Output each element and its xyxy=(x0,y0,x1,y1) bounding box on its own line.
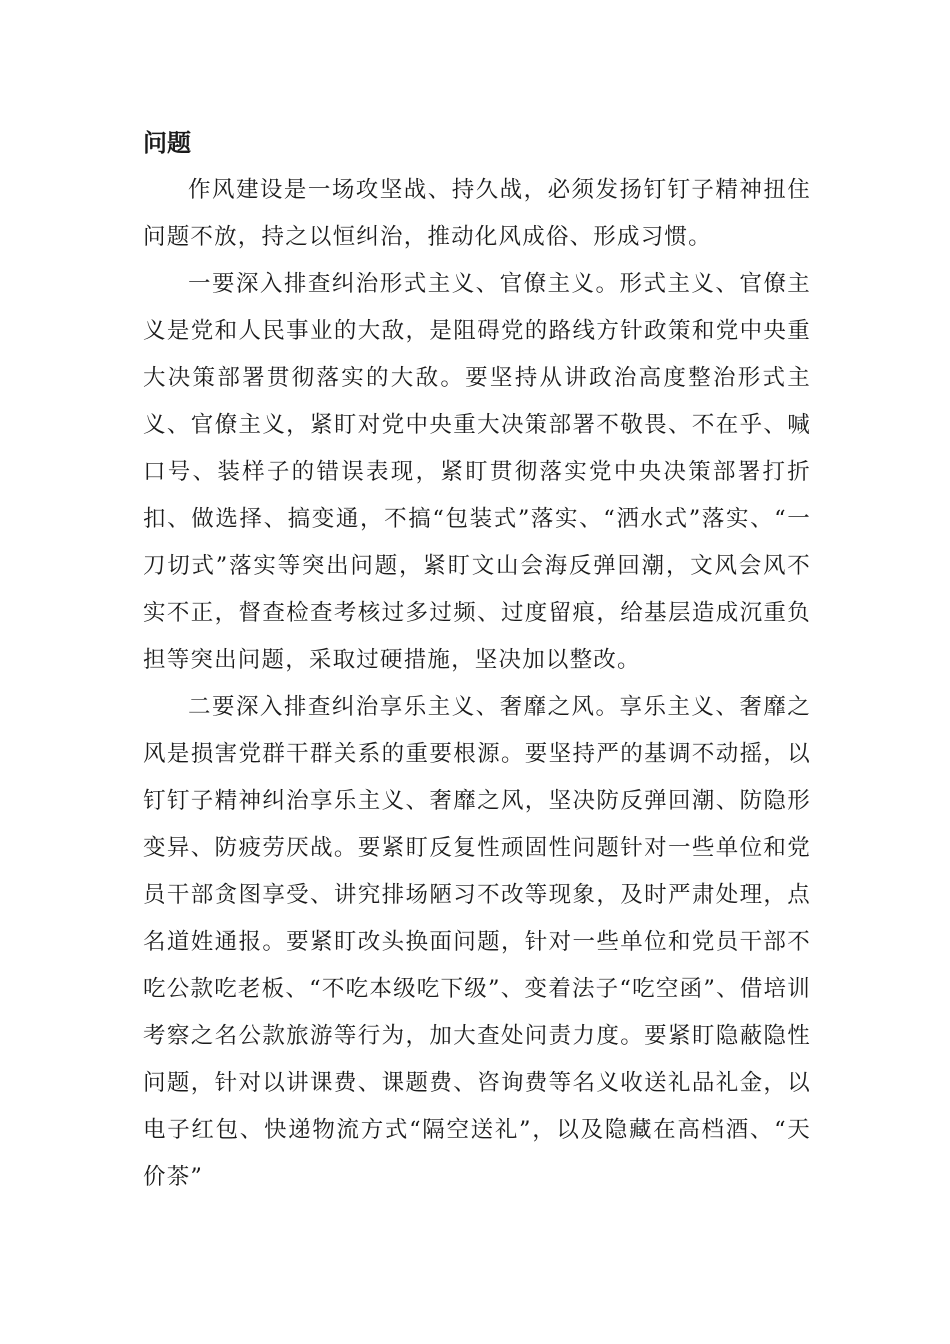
paragraph-formalism: 一要深入排查纠治形式主义、官僚主义。形式主义、官僚主义是党和人民事业的大敌，是阻碍党的路线方针政策和党中央重大决策部署贯彻落实的大敌。要坚持从讲政治高度整治形式主义、官僚主义，紧盯对党中央重大决策部署不敬畏、不在乎、喊口号、装样子的错误表现，紧盯贯彻落实党中央决策部署打折扣、做选择、搞变通，不搞“包装式”落实、“洒水式”落实、“一刀切式”落实等突出问题，紧盯文山会海反弹回潮，文风会风不实不正，督查检查考核过多过频、过度留痕，给基层造成沉重负担等突出问题，采取过硬措施，坚决加以整改。 xyxy=(143,271,811,673)
section-heading: 问题 xyxy=(143,129,191,157)
paragraph-intro: 作风建设是一场攻坚战、持久战，必须发扬钉钉子精神扭住问题不放，持之以恒纠治，推动化风成俗、形成习惯。 xyxy=(143,177,811,250)
document-body xyxy=(143,120,811,1201)
paragraph-hedonism: 二要深入排查纠治享乐主义、奢靡之风。享乐主义、奢靡之风是损害党群干群关系的重要根源。要坚持严的基调不动摇，以钉钉子精神纠治享乐主义、奢靡之风，坚决防反弹回潮、防隐形变异、防疲劳厌战。要紧盯反复性顽固性问题针对一些单位和党员干部贪图享受、讲究排场陋习不改等现象，及时严肃处理，点名道姓通报。要紧盯改头换面问题，针对一些单位和党员干部不吃公款吃老板、“不吃本级吃下级”、变着法子“吃空函”、借培训考察之名公款旅游等行为，加大查处问责力度。要紧盯隐蔽隐性问题，针对以讲课费、课题费、咨询费等名义收送礼品礼金，以电子红包、快递物流方式“隔空送礼”，以及隐藏在高档酒、“天价茶” xyxy=(143,694,811,1190)
